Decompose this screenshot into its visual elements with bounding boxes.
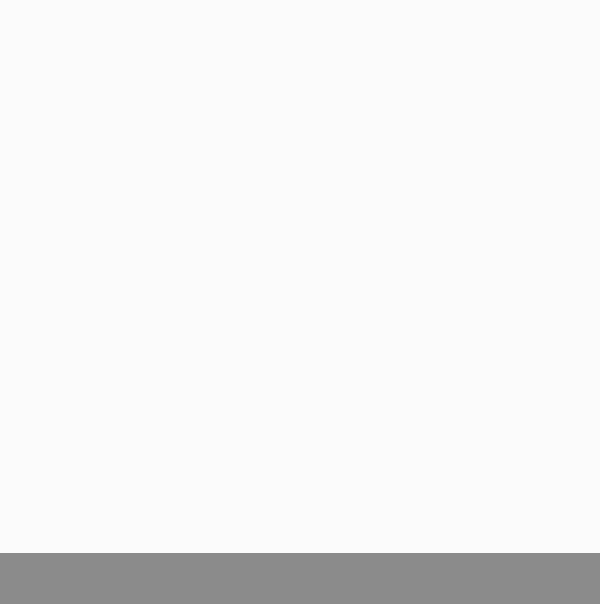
scan-background [0, 553, 600, 604]
